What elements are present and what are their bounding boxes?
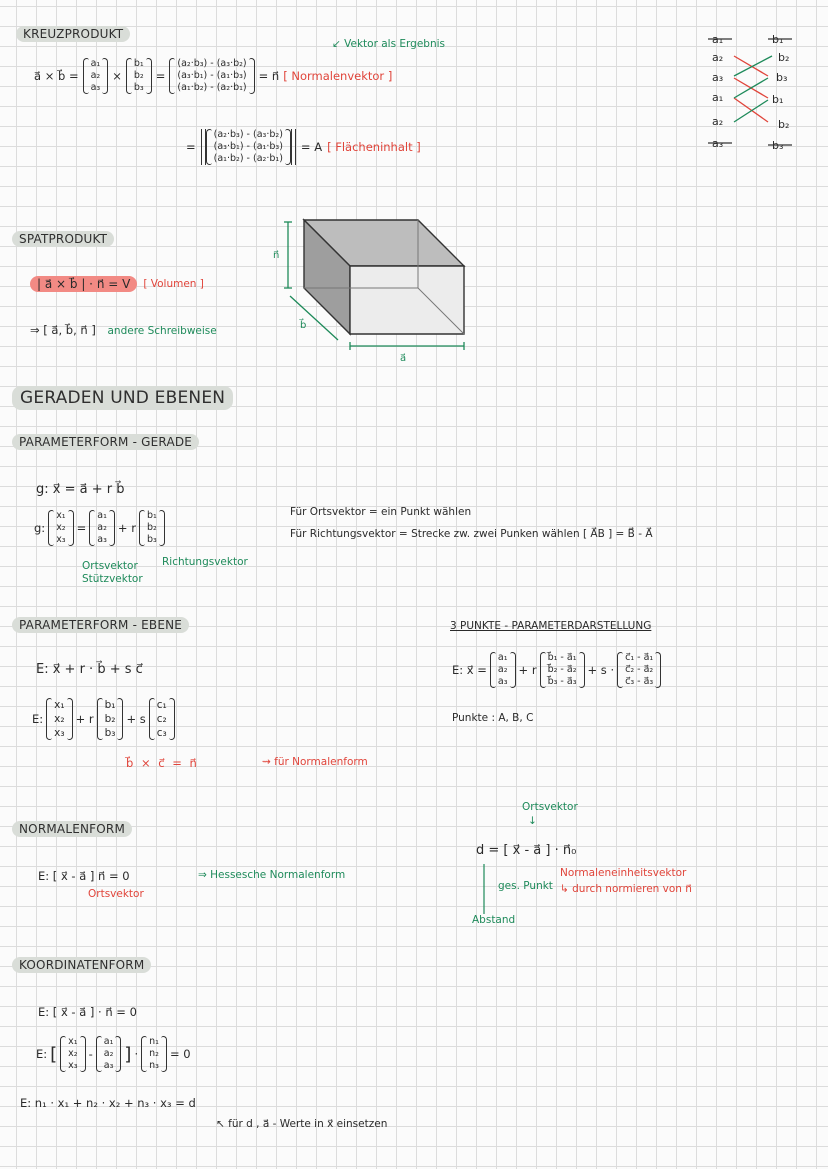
alt-note: andere Schreibweise	[107, 325, 217, 337]
normalenform-heading: NORMALENFORM	[12, 821, 132, 837]
vec-entry: a₁	[103, 1036, 114, 1047]
volumen-label: [ Volumen ]	[143, 278, 204, 290]
vec-entry: b₃	[104, 727, 116, 739]
vec-entry: b₃	[146, 534, 157, 545]
cross-product-formula	[34, 58, 392, 94]
ortsvektor-note: Für Ortsvektor = ein Punkt wählen	[290, 506, 472, 518]
scheme-right-label: b₁	[772, 93, 784, 106]
vec-entry: n₁	[149, 1036, 159, 1047]
equals-sign: =	[155, 69, 166, 83]
vec-entry: n₂	[149, 1048, 159, 1059]
vec-entry: c⃗₁ - a⃗₁	[625, 652, 654, 663]
vec-entry: c₂	[156, 713, 167, 725]
vec-entry: b₁	[146, 510, 157, 521]
plus-s: + s ·	[587, 663, 615, 677]
vec-entry: c₃	[156, 727, 167, 739]
b-label: b⃗	[300, 320, 307, 331]
ges-punkt-label: ges. Punkt	[498, 880, 553, 892]
vec-entry: a₂	[97, 522, 107, 533]
vec-entry: b₂	[146, 522, 157, 533]
ortsvektor-label: Ortsvektor	[82, 560, 138, 572]
vector-n	[141, 1036, 167, 1072]
vec-entry: a₂	[103, 1048, 114, 1059]
vec-entry: (a₂·b₃) - (a₃·b₂)	[213, 129, 283, 140]
down-arrow-icon: ↓	[528, 815, 537, 827]
flaecheninhalt-label: [ Flächeninhalt ]	[327, 140, 421, 154]
vector-x	[60, 1036, 85, 1072]
scheme-left-label: a₁	[712, 91, 724, 104]
gerade-equation: g: x⃗ = a⃗ + r b⃗	[36, 482, 125, 497]
e-x-lhs: E: x⃗ =	[452, 663, 487, 677]
plus-r: + r	[117, 521, 136, 535]
vec-entry: x₃	[56, 534, 66, 545]
scheme-right-label: b₁	[772, 33, 784, 46]
abstand-arrow	[476, 862, 496, 918]
normalenform-equation: E: [ x⃗ - a⃗ ] n⃗ = 0	[38, 869, 130, 883]
koordinatenform-eq2: E: [ x₁ x₂ x₃ - a₁ a₂ a₃ ] · n₁ n₂ n₃ = 0	[36, 1036, 191, 1071]
parameterform-ebene-heading: PARAMETERFORM - EBENE	[12, 617, 189, 633]
vec-entry: a₁	[497, 652, 508, 663]
vector-a	[89, 510, 115, 546]
annotation-arrow-icon: ↙	[332, 38, 345, 50]
vec-entry: c₁	[156, 699, 167, 711]
equals-a: = A	[300, 140, 323, 154]
vec-entry: (a₃·b₁) - (a₁·b₃)	[177, 70, 247, 81]
geraden-ebenen-heading: GERADEN UND EBENEN	[12, 386, 233, 410]
equals-n: = n⃗	[258, 69, 280, 83]
vec-entry: x₂	[68, 1048, 78, 1059]
vec-entry: c⃗₃ - a⃗₃	[625, 676, 654, 687]
vec-entry: x₁	[54, 699, 65, 711]
vec-entry: x₃	[54, 727, 65, 739]
vec-entry: a₃	[97, 534, 107, 545]
vec-entry: n₃	[149, 1060, 159, 1071]
parameterform-gerade-heading: PARAMETERFORM - GERADE	[12, 434, 199, 450]
vec-entry: b⃗₂ - a⃗₂	[547, 664, 577, 675]
vec-entry: b₂	[104, 713, 116, 725]
cross-scheme-diagram	[700, 28, 810, 158]
vec-entry: b₁	[104, 699, 116, 711]
vec-entry: (a₁·b₂) - (a₂·b₁)	[177, 82, 247, 93]
vector-a	[490, 652, 516, 688]
punkte-abc: Punkte : A, B, C	[452, 712, 534, 724]
koordinatenform-eq3: E: n₁ · x₁ + n₂ · x₂ + n₃ · x₃ = d	[20, 1096, 196, 1110]
box-front-face	[350, 266, 464, 334]
cross-lhs: a⃗ × b⃗ =	[34, 69, 79, 83]
spatprodukt-alt	[30, 323, 217, 337]
vector-c	[149, 698, 175, 740]
vector-b	[97, 698, 124, 740]
normieren-note: ↳ durch normieren von n⃗	[560, 883, 692, 895]
normalenform-arrow-note: ⇝ für Normalenform	[262, 756, 368, 768]
scheme-left-label: a₂	[712, 115, 724, 128]
vec-entry: a₃	[90, 82, 101, 93]
koordinatenform-eq1: E: [ x⃗ - a⃗ ] · n⃗ = 0	[38, 1005, 137, 1019]
scheme-right-label: b₂	[778, 118, 790, 131]
vector-a	[83, 58, 109, 94]
vektor-ergebnis-annotation: ↙ Vektor als Ergebnis	[332, 38, 446, 50]
normalenvektor-label: [ Normalenvektor ]	[283, 69, 393, 83]
vec-entry: (a₂·b₃) - (a₃·b₂)	[177, 58, 247, 69]
equals-zero: = 0	[169, 1047, 191, 1061]
vec-entry: a₃	[497, 676, 508, 687]
vector-b-minus-a	[540, 652, 585, 688]
vec-entry: (a₁·b₂) - (a₂·b₁)	[213, 153, 283, 164]
abstand-formula: d = [ x⃗ - a⃗ ] · n⃗₀	[476, 843, 577, 858]
richtungsvektor-note: Für Richtungsvektor = Strecke zw. zwei Punken wählen [ A⃗B ] = B⃗ - A⃗	[290, 528, 653, 540]
vec-entry: x₁	[56, 510, 66, 521]
vec-entry: a₁	[90, 58, 101, 69]
richtungsvektor-label: Richtungsvektor	[162, 556, 248, 568]
vec-entry: x₁	[68, 1036, 78, 1047]
vec-entry: b₂	[133, 70, 144, 81]
hessesche-normalenform: ⇒ Hessesche Normalenform	[198, 869, 346, 881]
vector-a	[96, 1036, 122, 1072]
e-label: E:	[36, 1047, 48, 1061]
plus-r: + r	[75, 712, 94, 726]
plus-r: + r	[518, 663, 537, 677]
vector-x	[46, 698, 72, 740]
a-label: a⃗	[400, 353, 407, 364]
cross-result-vector	[169, 58, 254, 94]
vector-b	[139, 510, 165, 546]
vec-entry: a₂	[90, 70, 101, 81]
scheme-left-label: a₂	[712, 51, 724, 64]
drei-punkte-heading: 3 PUNKTE - PARAMETERDARSTELLUNG	[450, 620, 652, 632]
volume-formula: | a⃗ × b⃗ | · n⃗ = V	[30, 276, 137, 292]
ebene-vector-form	[32, 698, 175, 740]
vec-entry: x₃	[68, 1060, 78, 1071]
vector-x	[48, 510, 73, 546]
bxc-equals-n: b⃗ × c⃗ = n⃗	[126, 756, 197, 770]
scheme-right-label: b₃	[776, 71, 788, 84]
vec-entry: b⃗₃ - a⃗₃	[547, 676, 577, 687]
spatprodukt-formula	[30, 276, 204, 292]
scheme-right-label: b₂	[778, 51, 790, 64]
vector-b	[126, 58, 152, 94]
scheme-left-label: a₃	[712, 137, 724, 150]
d-ortsvektor-label: Ortsvektor	[522, 801, 578, 813]
vec-entry: b₁	[133, 58, 144, 69]
equals-sign: =	[186, 140, 196, 154]
n-label: n⃗	[273, 250, 280, 261]
alt-notation: ⇒ [ a⃗, b⃗, n⃗ ]	[30, 323, 96, 337]
vec-entry: a₁	[97, 510, 107, 521]
abstand-label: Abstand	[472, 914, 516, 926]
ebene-equation: E: x⃗ + r · b⃗ + s c⃗	[36, 662, 143, 677]
normaleneinheitsvektor-label: Normaleneinheitsvektor	[560, 867, 687, 879]
e-label: E:	[32, 712, 44, 726]
vec-entry: b₃	[133, 82, 144, 93]
vec-entry: x₂	[54, 713, 65, 725]
vec-entry: a₃	[103, 1060, 114, 1071]
scheme-left-label: a₁	[712, 33, 724, 46]
vec-entry: x₂	[56, 522, 66, 533]
curved-arrow-icon: ↖	[216, 1118, 229, 1130]
kreuzprodukt-heading: KREUZPRODUKT	[16, 26, 130, 42]
koordinatenform-heading: KOORDINATENFORM	[12, 957, 151, 973]
koordinatenform-note: ↖ für d , a⃗ - Werte in x⃗ einsetzen	[216, 1118, 388, 1130]
vec-entry: (a₃·b₁) - (a₁·b₃)	[213, 141, 283, 152]
drei-punkte-formula	[452, 652, 661, 688]
scheme-right-label: b₃	[772, 139, 784, 152]
spatprodukt-heading: SPATPRODUKT	[12, 231, 114, 247]
vec-entry: b⃗₁ - a⃗₁	[547, 652, 577, 663]
scheme-left-label: a₃	[712, 71, 724, 84]
norm-of-vector	[201, 129, 296, 165]
gerade-vector-form: g: x₁ x₂ x₃ = a₁ a₂ a₃ + r b₁ b₂ b₃	[34, 510, 165, 546]
vec-entry: a₂	[497, 664, 508, 675]
g-label: g:	[34, 521, 46, 535]
vec-entry: c⃗₂ - a⃗₂	[625, 664, 654, 675]
plus-s: + s	[126, 712, 146, 726]
area-formula	[186, 129, 421, 165]
normalenform-ortsvektor-label: Ortsvektor	[88, 888, 144, 900]
vector-c-minus-a	[617, 652, 661, 688]
parallelepiped-diagram	[268, 212, 478, 367]
stuetzvektor-label: Stützvektor	[82, 573, 143, 585]
times-sign: ×	[112, 69, 122, 83]
